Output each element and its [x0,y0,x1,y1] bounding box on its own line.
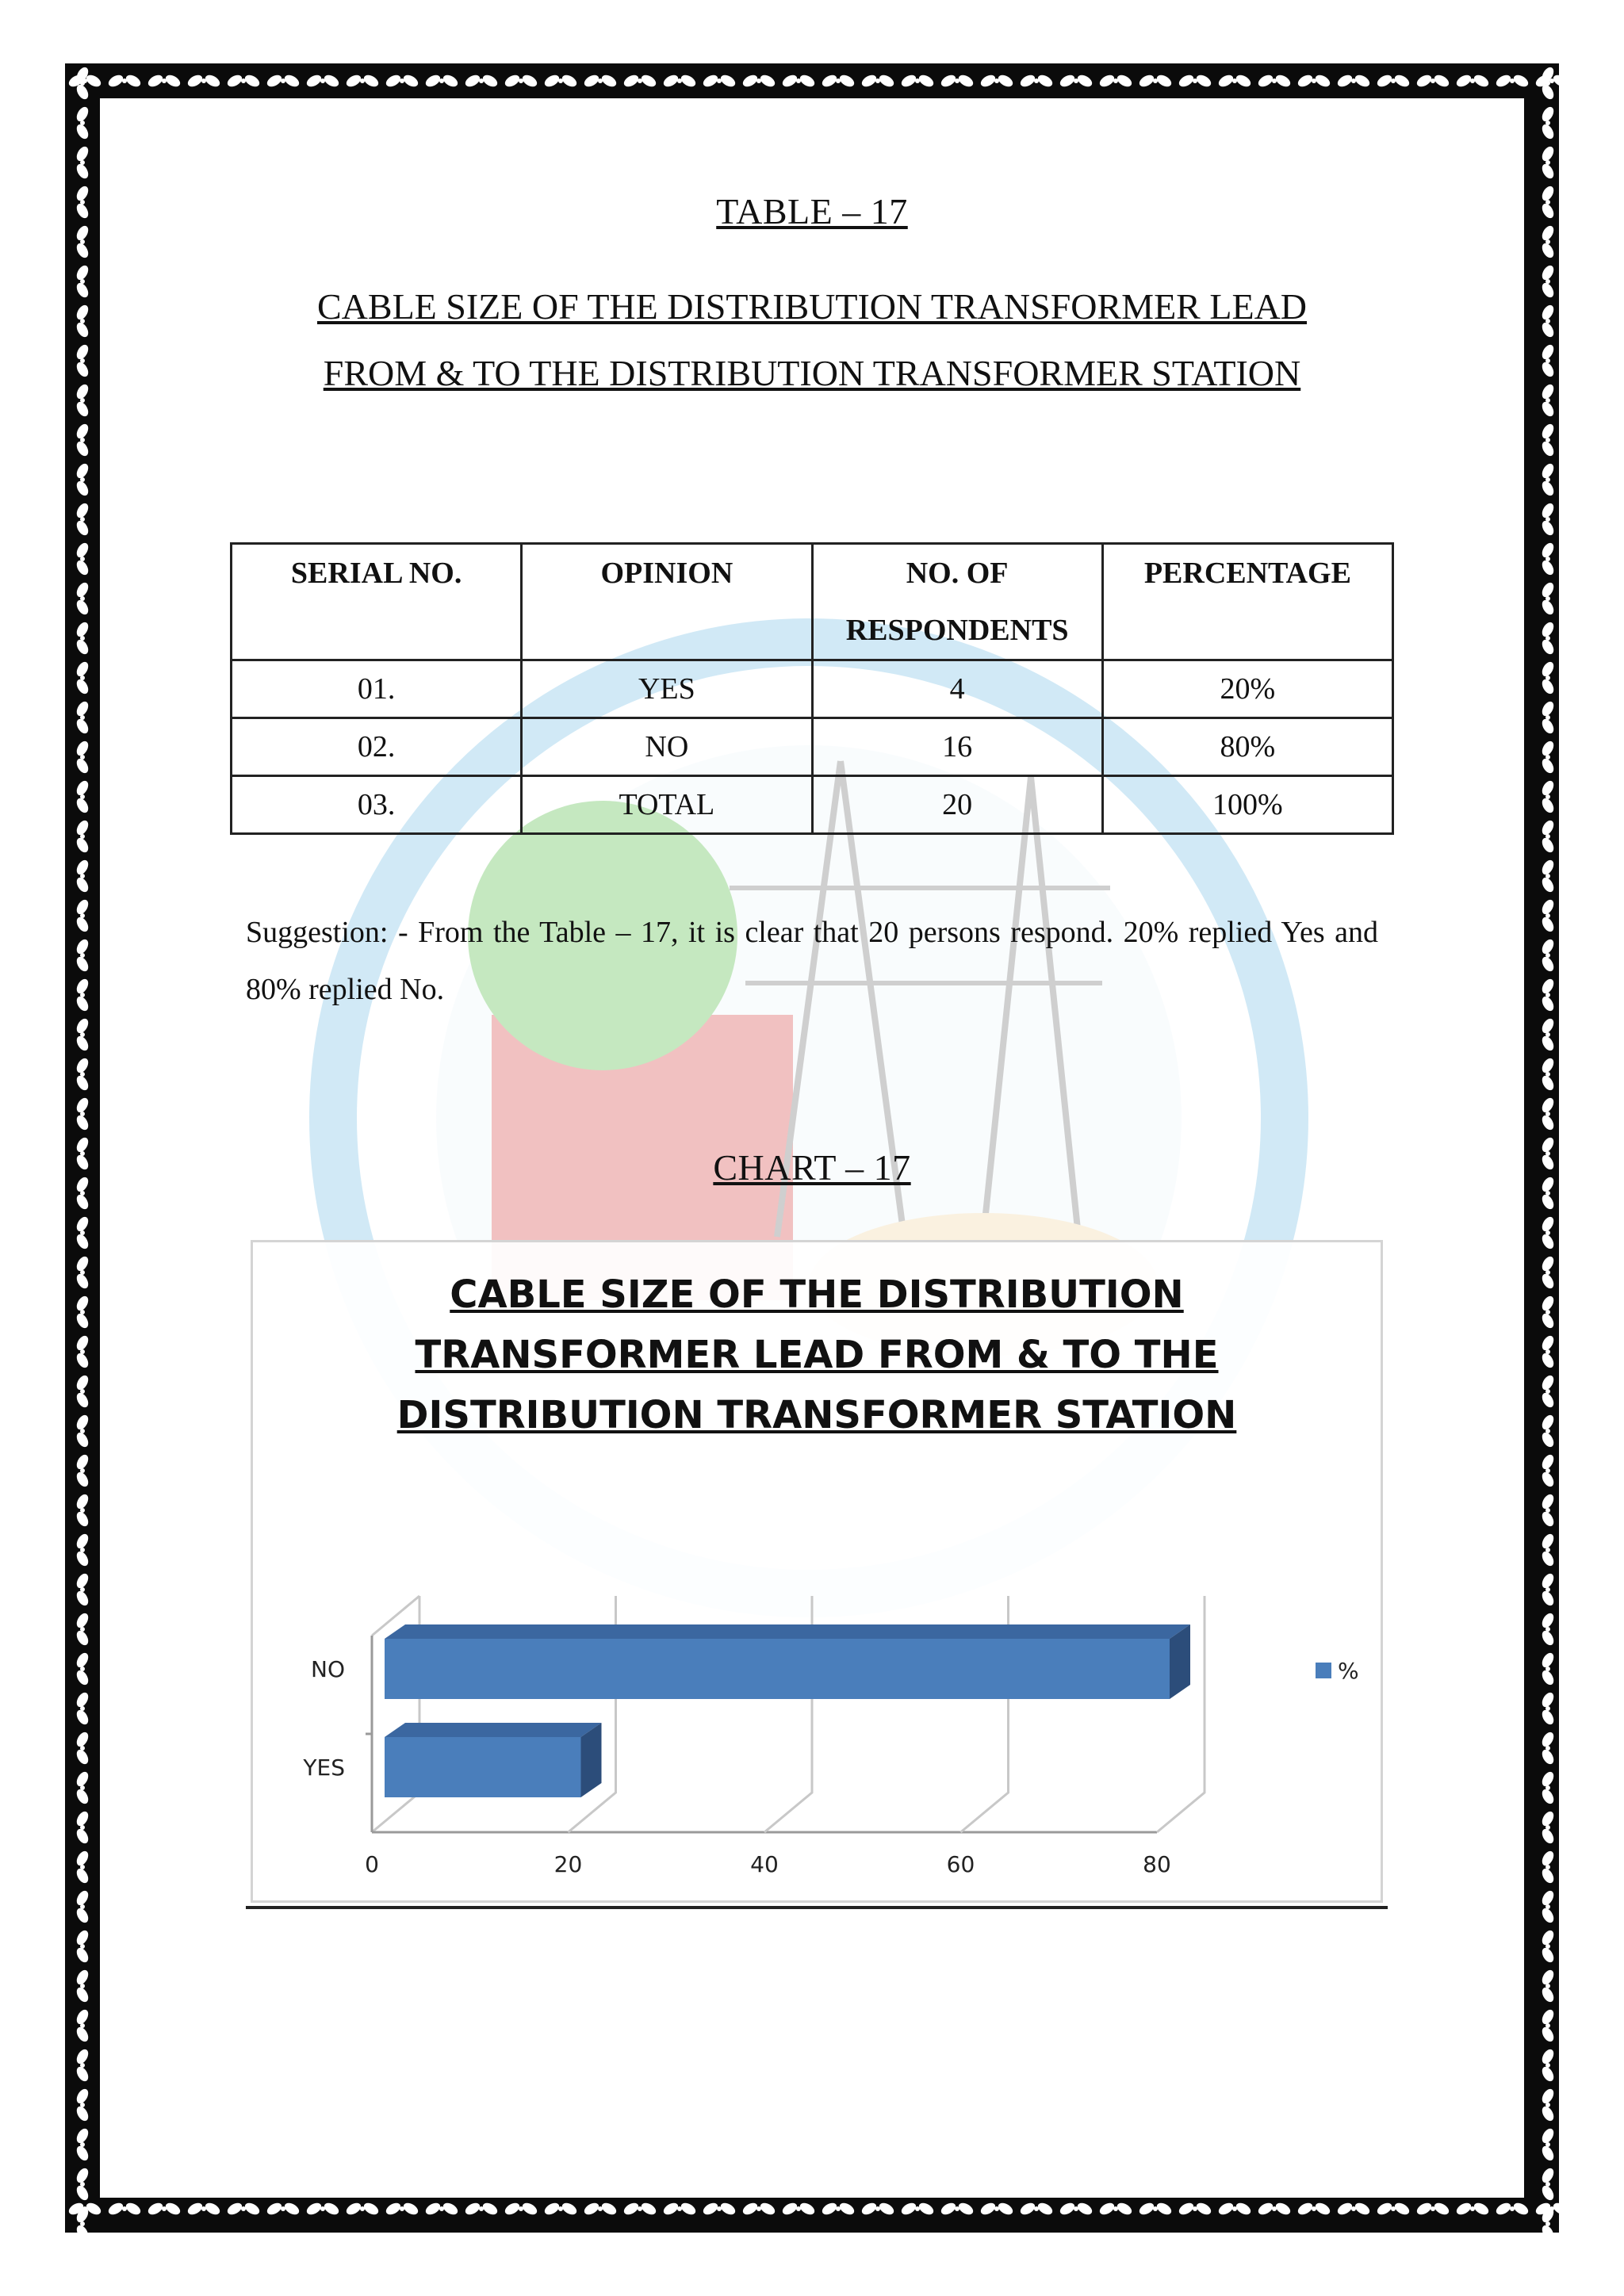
header-no-of: NO. OF [906,557,1009,590]
x-tick-label: 40 [750,1851,779,1877]
x-tick-label: 80 [1143,1851,1171,1877]
cell-respondents: 16 [812,718,1102,776]
cell-respondents: 20 [812,776,1102,834]
cell-serial: 02. [232,718,522,776]
chart-plot [253,1242,1385,1905]
x-tick-label: 60 [946,1851,975,1877]
cell-opinion: TOTAL [522,776,812,834]
bar-top-yes [385,1723,602,1737]
bottom-rule [246,1906,1388,1909]
x-tick-label: 20 [553,1851,583,1877]
chart-title-line-2: TRANSFORMER LEAD FROM & TO THE [415,1333,1219,1377]
y-category-label: NO [311,1656,345,1682]
bar-chart [251,1240,1383,1903]
header-percentage: PERCENTAGE [1102,544,1392,660]
table-row [232,776,1393,834]
cell-opinion: YES [522,660,812,718]
legend-swatch [1316,1663,1331,1678]
bar-yes [385,1737,581,1797]
suggestion-paragraph: Suggestion: - From the Table – 17, it is clear that 20 persons respond. 20% replied Yes and 80% replied No. [246,916,1378,1006]
y-category-label: YES [303,1755,345,1781]
table-row [232,718,1393,776]
legend-label: % [1338,1658,1359,1684]
chart-title-line-3: DISTRIBUTION TRANSFORMER STATION [396,1393,1237,1437]
table-row [232,660,1393,718]
header-respondents: RESPONDENTS [845,614,1069,647]
table-header-row [232,544,1393,660]
cell-percentage: 80% [1102,718,1392,776]
cell-respondents: 4 [812,660,1102,718]
cell-opinion: NO [522,718,812,776]
bar-top-no [385,1624,1190,1639]
table-heading: TABLE – 17 [716,191,908,232]
cell-serial: 03. [232,776,522,834]
x-tick-label: 0 [365,1851,379,1877]
header-opinion: OPINION [522,544,812,660]
cell-percentage: 20% [1102,660,1392,718]
bar-no [385,1639,1170,1699]
chart-title-line-1: CABLE SIZE OF THE DISTRIBUTION [450,1272,1184,1317]
header-serial-no: SERIAL NO. [232,544,522,660]
respondents-table [230,542,1394,835]
header-no-of-respondents [812,544,1102,660]
cell-percentage: 100% [1102,776,1392,834]
title-line-1: CABLE SIZE OF THE DISTRIBUTION TRANSFORMER LEAD [316,286,1308,327]
chart-heading: CHART – 17 [713,1147,911,1188]
title-line-2: FROM & TO THE DISTRIBUTION TRANSFORMER STATION [323,353,1301,393]
cell-serial: 01. [232,660,522,718]
